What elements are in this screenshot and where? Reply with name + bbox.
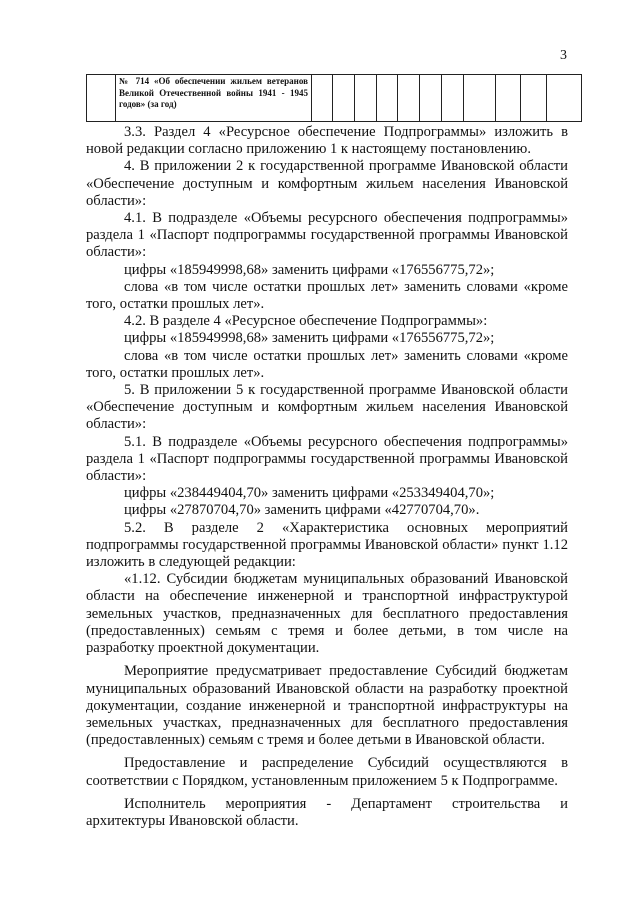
table-cell (521, 75, 547, 122)
paragraph-5-1-figures-b: цифры «27870704,70» заменить цифрами «42770704,70». (124, 502, 480, 519)
table-cell (442, 75, 464, 122)
paragraph-4-1-figures: цифры «185949998,68» заменить цифрами «176556775,72»; (124, 261, 495, 278)
paragraph-executor: Исполнитель мероприятия - Департамент строительства и архитектуры Ивановской области. (86, 795, 568, 829)
table-cell (87, 75, 116, 122)
table-cell (420, 75, 442, 122)
table-row (87, 75, 582, 122)
table-cell (464, 75, 496, 122)
paragraph-4-2: 4.2. В разделе 4 «Ресурсное обеспечение Подпрограммы»: (124, 313, 488, 330)
paragraph-5-2: 5.2. В разделе 2 «Характеристика основных мероприятий подпрограммы государственной программы Ивановской области» пункт 1.12 изложить в следующей редакции: (86, 519, 568, 571)
table-cell (312, 75, 333, 122)
table-cell (355, 75, 377, 122)
paragraph-4-1: 4.1. В подразделе «Объемы ресурсного обеспечения подпрограммы» раздела 1 «Паспорт подпрограммы государственной программы Ивановской области»: (86, 210, 568, 261)
table-cell-program-name: № 714 «Об обеспечении жильем ветеранов Великой Отечественной войны 1941 - 1945 годов» (за год) (116, 75, 312, 122)
paragraph-5-1-figures-a: цифры «238449404,70» заменить цифрами «253349404,70»; (124, 485, 495, 502)
paragraph-5: 5. В приложении 5 к государственной программе Ивановской области «Обеспечение доступным и комфортным жильем населения Ивановской области»: (86, 382, 568, 433)
paragraph-3-3: 3.3. Раздел 4 «Ресурсное обеспечение Подпрограммы» изложить в новой редакции согласно приложению 1 к настоящему постановлению. (86, 124, 568, 158)
paragraph-4-1-words: слова «в том числе остатки прошлых лет» заменить словами «кроме того, остатки прошлых лет». (86, 278, 568, 313)
paragraph-4: 4. В приложении 2 к государственной программе Ивановской области «Обеспечение доступным и комфортным жильем населения Ивановской области»: (86, 158, 568, 209)
table-cell (547, 75, 582, 122)
document-body (86, 124, 568, 830)
table-fragment (86, 74, 582, 122)
paragraph-4-2-words: слова «в том числе остатки прошлых лет» заменить словами «кроме того, остатки прошлых лет». (86, 347, 568, 381)
paragraph-4-2-figures: цифры «185949998,68» заменить цифрами «176556775,72»; (124, 330, 495, 347)
paragraph-5-1: 5.1. В подразделе «Объемы ресурсного обеспечения подпрограммы» раздела 1 «Паспорт подпрограммы государственной программы Ивановской области»: (86, 433, 568, 485)
table-cell (377, 75, 398, 122)
table-cell (398, 75, 420, 122)
paragraph-measure-description: Мероприятие предусматривает предоставление Субсидий бюджетам муниципальных образований Ивановской области на разработку проектной документации, создание инженерной и транспортной инфраструктуры на земельных участках, предназначенных для бесплатного предоставления (предоставленных) семьям с тремя и более детьми в Ивановской области. (86, 663, 568, 749)
paragraph-1-12: «1.12. Субсидии бюджетам муниципальных образований Ивановской области на обеспечение инженерной и транспортной инфраструктурой земельных участков, предназначенных для бесплатного предоставления (предоставленных) семьям с тремя и более детьми, в том числе на разработку проектной документации. (86, 571, 568, 657)
page-number: 3 (560, 48, 567, 63)
table-cell (496, 75, 521, 122)
table-cell (333, 75, 355, 122)
paragraph-distribution: Предоставление и распределение Субсидий осуществляются в соответствии с Порядком, установленным приложением 5 к Подпрограмме. (86, 755, 568, 789)
